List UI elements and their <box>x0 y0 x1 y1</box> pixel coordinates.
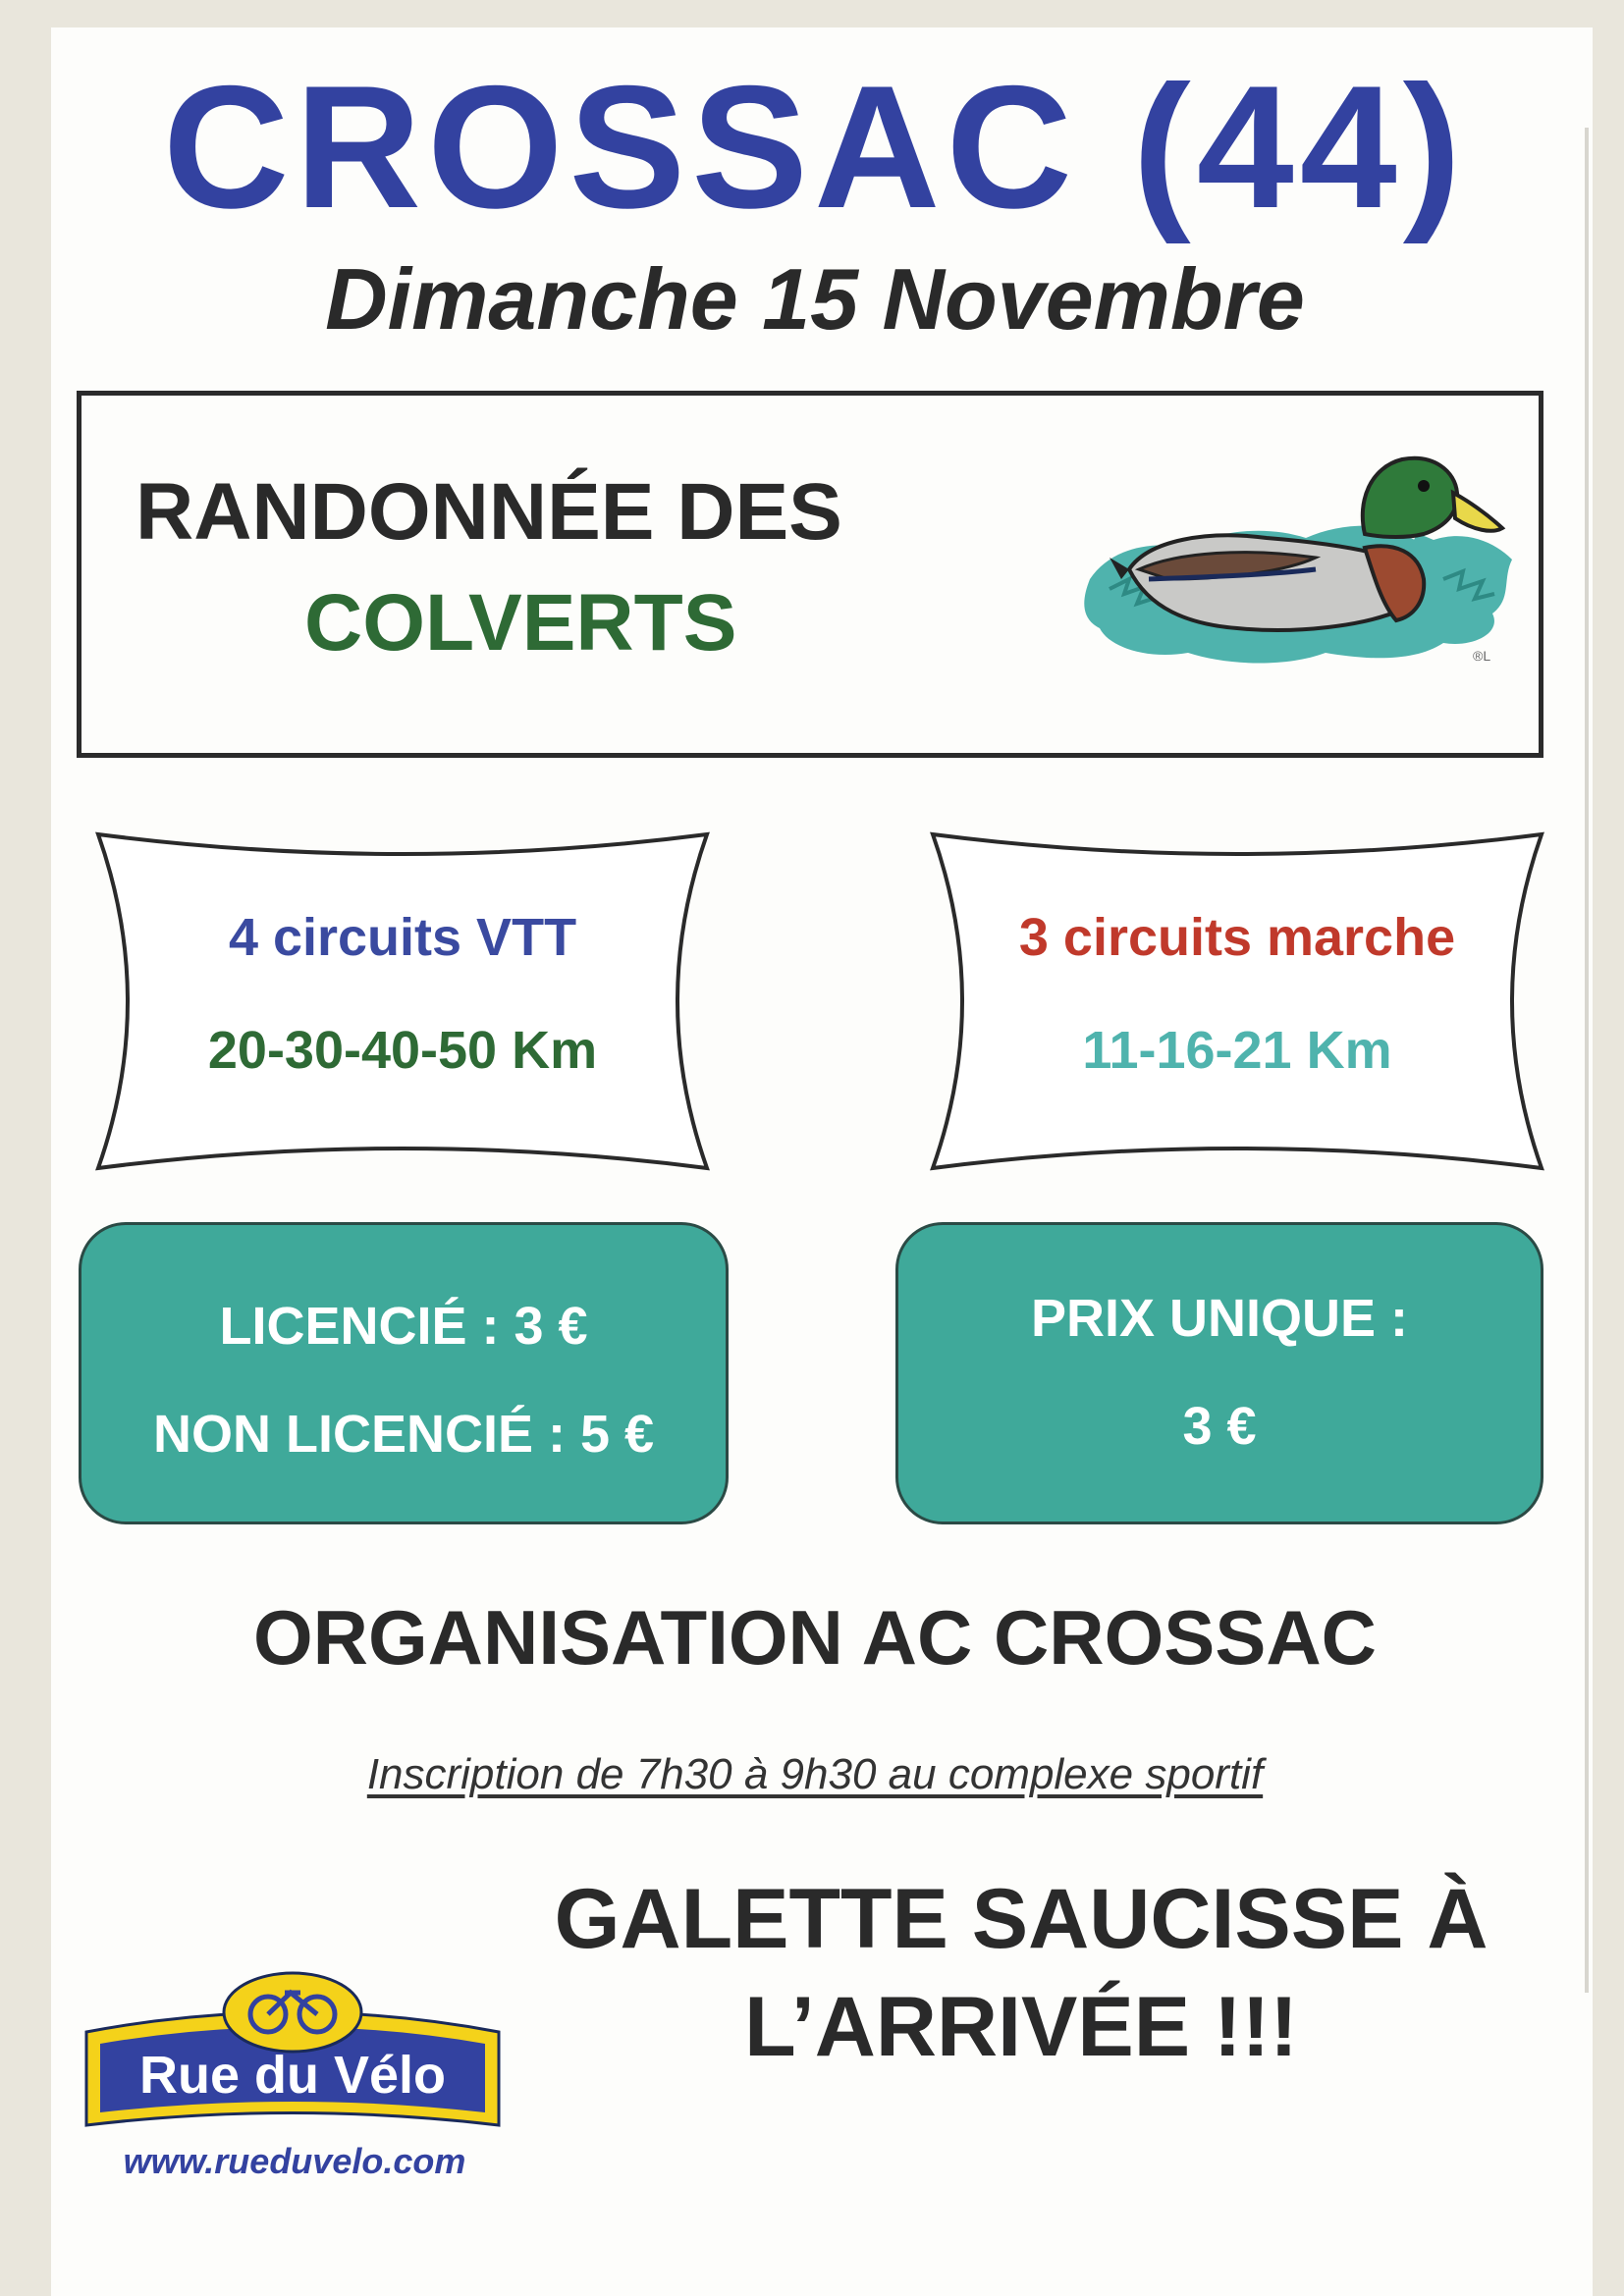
price-unique-label: PRIX UNIQUE : <box>1030 1289 1409 1348</box>
organisation-line: ORGANISATION AC CROSSAC <box>252 1594 1378 1681</box>
logo-name: Rue du Vélo <box>138 2046 447 2105</box>
vtt-distances: 20-30-40-50 Km <box>207 1021 598 1080</box>
price-licencie: LICENCIÉ : 3 € <box>219 1297 588 1356</box>
poster-title: CROSSAC (44) <box>162 49 1468 244</box>
mallard-duck-icon <box>1070 432 1522 687</box>
marche-price-box <box>895 1222 1543 1524</box>
price-non-licencie: NON LICENCIÉ : 5 € <box>152 1405 655 1464</box>
event-date: Dimanche 15 Novembre <box>325 250 1305 347</box>
vtt-circuits-frame <box>88 825 717 1178</box>
galette-line1: GALETTE SAUCISSE À <box>554 1872 1489 1966</box>
paper-edge <box>1585 128 1589 1993</box>
event-name-line1: RANDONNÉE DES <box>135 467 842 557</box>
logo-url[interactable]: www.rueduvelo.com <box>123 2141 466 2181</box>
vtt-circuits-label: 4 circuits VTT <box>228 908 577 967</box>
event-name-line2: COLVERTS <box>304 578 737 667</box>
vtt-price-box <box>79 1222 729 1524</box>
illustration-mark: ®L <box>1473 648 1491 664</box>
inscription-line: Inscription de 7h30 à 9h30 au complexe sportif <box>366 1750 1264 1798</box>
price-unique-value: 3 € <box>1182 1397 1257 1456</box>
marche-distances: 11-16-21 Km <box>1082 1021 1392 1080</box>
rue-du-velo-logo[interactable] <box>67 1953 518 2164</box>
marche-circuits-label: 3 circuits marche <box>1018 908 1456 967</box>
galette-line2: L’ARRIVÉE !!! <box>744 1980 1298 2074</box>
galette-announcement <box>471 1865 1571 2081</box>
marche-circuits-frame <box>923 825 1551 1178</box>
